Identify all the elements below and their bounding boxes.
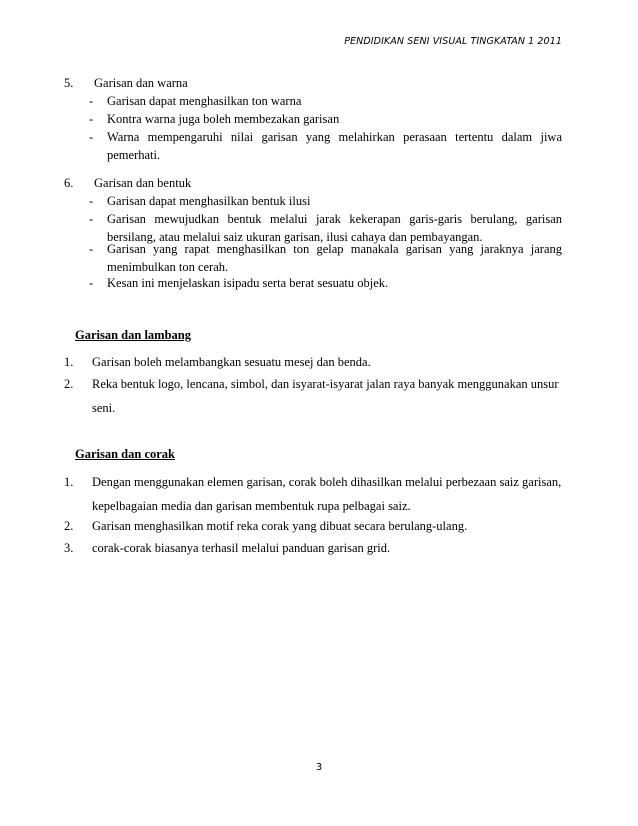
item-text: corak-corak biasanya terhasil melalui panduan garisan grid. [92,541,391,555]
item-text: Garisan boleh melambangkan sesuatu mesej dan benda. [92,355,371,369]
dash-marker: - [89,276,94,290]
dash-marker: - [89,194,94,208]
bullet-text: Garisan mewujudkan bentuk melalui jarak kekerapan garis-garis berulang, garisan bersilang, atau melalui saiz ukuran garisan, ilusi cahaya dan pembayangan. [107,212,562,244]
dash-marker: - [89,212,94,226]
lambang-item [64,350,562,374]
item-number: 3. [64,541,74,555]
dash-marker: - [89,94,94,108]
corak-item [64,470,562,518]
section-6-bullet [89,274,562,292]
dash-marker: - [89,130,94,144]
item-number: 1. [64,475,74,489]
corak-heading: Garisan dan corak [75,447,176,461]
section-6-bullet [89,240,562,276]
bullet-text: Kontra warna juga boleh membezakan garisan [107,112,340,126]
lambang-heading: Garisan dan lambang [75,328,192,342]
lambang-item [64,372,562,420]
section-5-bullet [89,92,562,110]
dash-marker: - [89,112,94,126]
bullet-text: Warna mempengaruhi nilai garisan yang melahirkan perasaan tertentu dalam jiwa pemerhati. [107,130,562,162]
item-text: Garisan menghasilkan motif reka corak yang dibuat secara berulang-ulang. [92,519,468,533]
section-6-title: Garisan dan bentuk [94,176,192,190]
section-6-bullet [89,192,562,210]
running-header: PENDIDIKAN SENI VISUAL TINGKATAN 1 2011 [344,36,562,47]
item-number: 2. [64,377,74,391]
item-number: 2. [64,519,74,533]
item-number: 1. [64,355,74,369]
bullet-text: Kesan ini menjelaskan isipadu serta berat sesuatu objek. [107,276,389,290]
section-5-number: 5. [64,76,74,90]
dash-marker: - [89,242,94,256]
section-5-bullet [89,110,562,128]
item-text: Dengan menggunakan elemen garisan, corak boleh dihasilkan melalui perbezaan saiz garisan, kepelbagaian media dan garisan membentuk rupa pelbagai saiz. [92,475,562,513]
corak-item [64,514,562,538]
page-number: 3 [315,762,323,773]
bullet-text: Garisan dapat menghasilkan bentuk ilusi [107,194,311,208]
bullet-text: Garisan dapat menghasilkan ton warna [107,94,302,108]
section-5-title: Garisan dan warna [94,76,188,90]
item-text: Reka bentuk logo, lencana, simbol, dan isyarat-isyarat jalan raya banyak menggunakan unsur seni. [92,377,559,415]
corak-item [64,536,562,560]
section-6-number: 6. [64,176,74,190]
bullet-text: Garisan yang rapat menghasilkan ton gelap manakala garisan yang jaraknya jarang menimbulkan ton cerah. [107,242,562,274]
section-5-bullet [89,128,562,164]
